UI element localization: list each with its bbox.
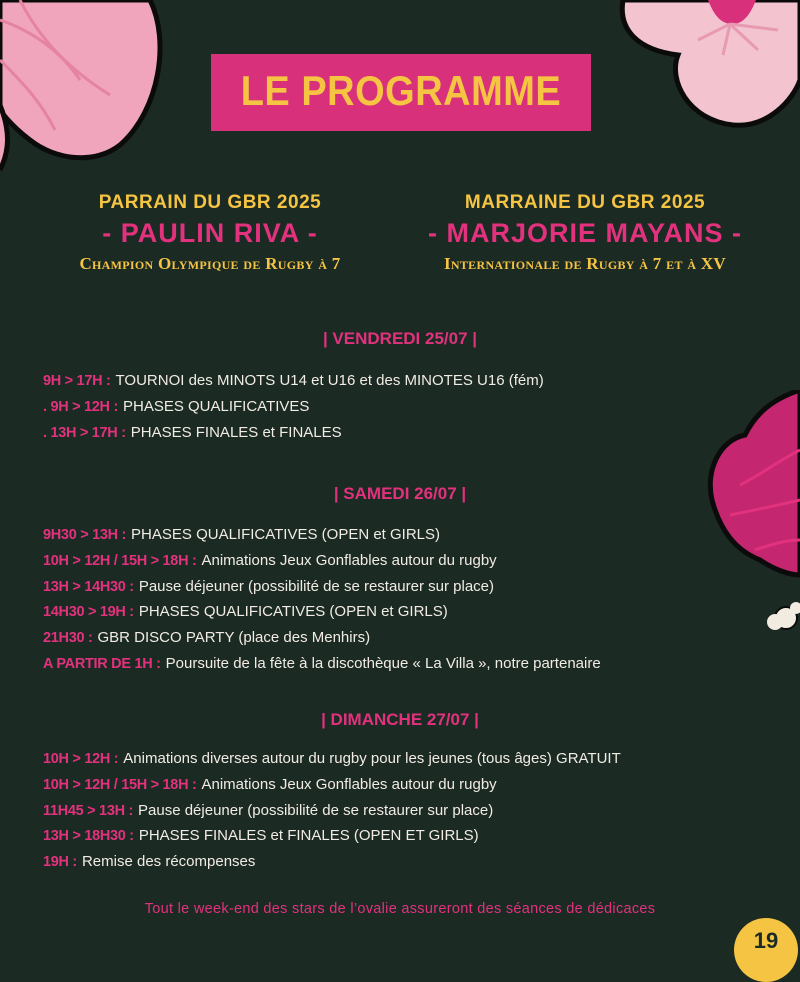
marraine-name: - MARJORIE MAYANS - — [427, 218, 743, 248]
schedule-time: 14H30 > 19H : — [43, 604, 134, 621]
schedule-time: 19H : — [43, 854, 77, 871]
schedule-item — [43, 548, 601, 574]
parrain-title: Champion Olympique de Rugby à 7 — [79, 254, 341, 273]
schedule-item — [43, 772, 621, 798]
schedule-desc: PHASES QUALIFICATIVES (OPEN et GIRLS) — [138, 603, 448, 621]
marraine-role: MARRAINE DU GBR 2025 — [464, 192, 706, 213]
schedule-item — [43, 823, 621, 849]
schedule-item — [43, 599, 601, 625]
schedule-item — [43, 522, 601, 548]
schedule-item — [43, 798, 621, 824]
schedule-desc: PHASES FINALES et FINALES (OPEN ET GIRLS) — [138, 827, 479, 845]
marraine-title: Internationale de Rugby à 7 et à XV — [443, 254, 726, 273]
schedule-time: 10H > 12H : — [43, 751, 119, 767]
schedule-time: 11H45 > 13H : — [43, 802, 134, 819]
schedule-desc: PHASES FINALES et FINALES — [130, 423, 342, 441]
schedule-saturday — [43, 522, 601, 677]
schedule-time: 9H > 17H : — [43, 373, 111, 389]
schedule-friday — [43, 368, 544, 445]
schedule-item — [43, 574, 601, 600]
schedule-time: 13H > 18H30 : — [43, 828, 134, 845]
schedule-time: 10H > 12H / 15H > 18H : — [43, 776, 197, 793]
schedule-desc: PHASES QUALIFICATIVES (OPEN et GIRLS) — [131, 526, 441, 543]
hibiscus-top-right-icon — [618, 0, 800, 132]
schedule-item — [43, 368, 544, 394]
marraine-block — [390, 192, 780, 274]
hibiscus-right-icon — [700, 390, 800, 635]
schedule-desc: PHASES QUALIFICATIVES — [122, 397, 310, 415]
day-header-friday: | VENDREDI 25/07 | — [322, 329, 478, 348]
schedule-item — [43, 651, 601, 677]
schedule-desc: Pause déjeuner (possibilité de se restaurer sur place) — [138, 577, 495, 595]
schedule-item — [43, 625, 601, 651]
schedule-desc: Animations Jeux Gonflables autour du rugby — [201, 551, 497, 569]
title-banner — [211, 54, 591, 131]
schedule-time: . 13H > 17H : — [43, 424, 126, 441]
parrain-name: - PAULIN RIVA - — [102, 218, 318, 248]
schedule-desc: GBR DISCO PARTY (place des Menhirs) — [97, 629, 371, 647]
schedule-sunday — [43, 746, 621, 875]
schedule-item — [43, 420, 544, 446]
schedule-item — [43, 849, 621, 875]
schedule-desc: Animations diverses autour du rugby pour les jeunes (tous âges) GRATUIT — [123, 750, 621, 767]
footer-note: Tout le week-end des stars de l’ovalie assureront des séances de dédicaces — [144, 901, 656, 917]
schedule-desc: Poursuite de la fête à la discothèque « La Villa », notre partenaire — [165, 654, 601, 672]
schedule-time: A PARTIR DE 1H : — [43, 655, 161, 672]
hibiscus-top-left-icon — [0, 0, 175, 175]
day-header-saturday: | SAMEDI 26/07 | — [333, 484, 467, 503]
schedule-time: 9H30 > 13H : — [43, 527, 127, 543]
schedule-desc: Remise des récompenses — [81, 853, 256, 871]
schedule-desc: Animations Jeux Gonflables autour du rugby — [201, 775, 497, 793]
schedule-time: . 9H > 12H : — [43, 398, 118, 415]
parrain-block — [15, 192, 405, 274]
page-title: LE PROGRAMME — [240, 68, 562, 116]
schedule-desc: Pause déjeuner (possibilité de se restaurer sur place) — [138, 801, 494, 819]
schedule-time: 10H > 12H / 15H > 18H : — [43, 552, 197, 569]
page-number-badge: 19 — [734, 918, 798, 982]
schedule-item — [43, 746, 621, 772]
day-header-sunday: | DIMANCHE 27/07 | — [321, 710, 479, 729]
schedule-time: 13H > 14H30 : — [43, 578, 134, 595]
schedule-desc: TOURNOI des MINOTS U14 et U16 et des MINOTES U16 (fém) — [115, 372, 544, 389]
parrain-role: PARRAIN DU GBR 2025 — [98, 192, 322, 213]
schedule-item — [43, 394, 544, 420]
schedule-time: 21H30 : — [43, 630, 93, 647]
